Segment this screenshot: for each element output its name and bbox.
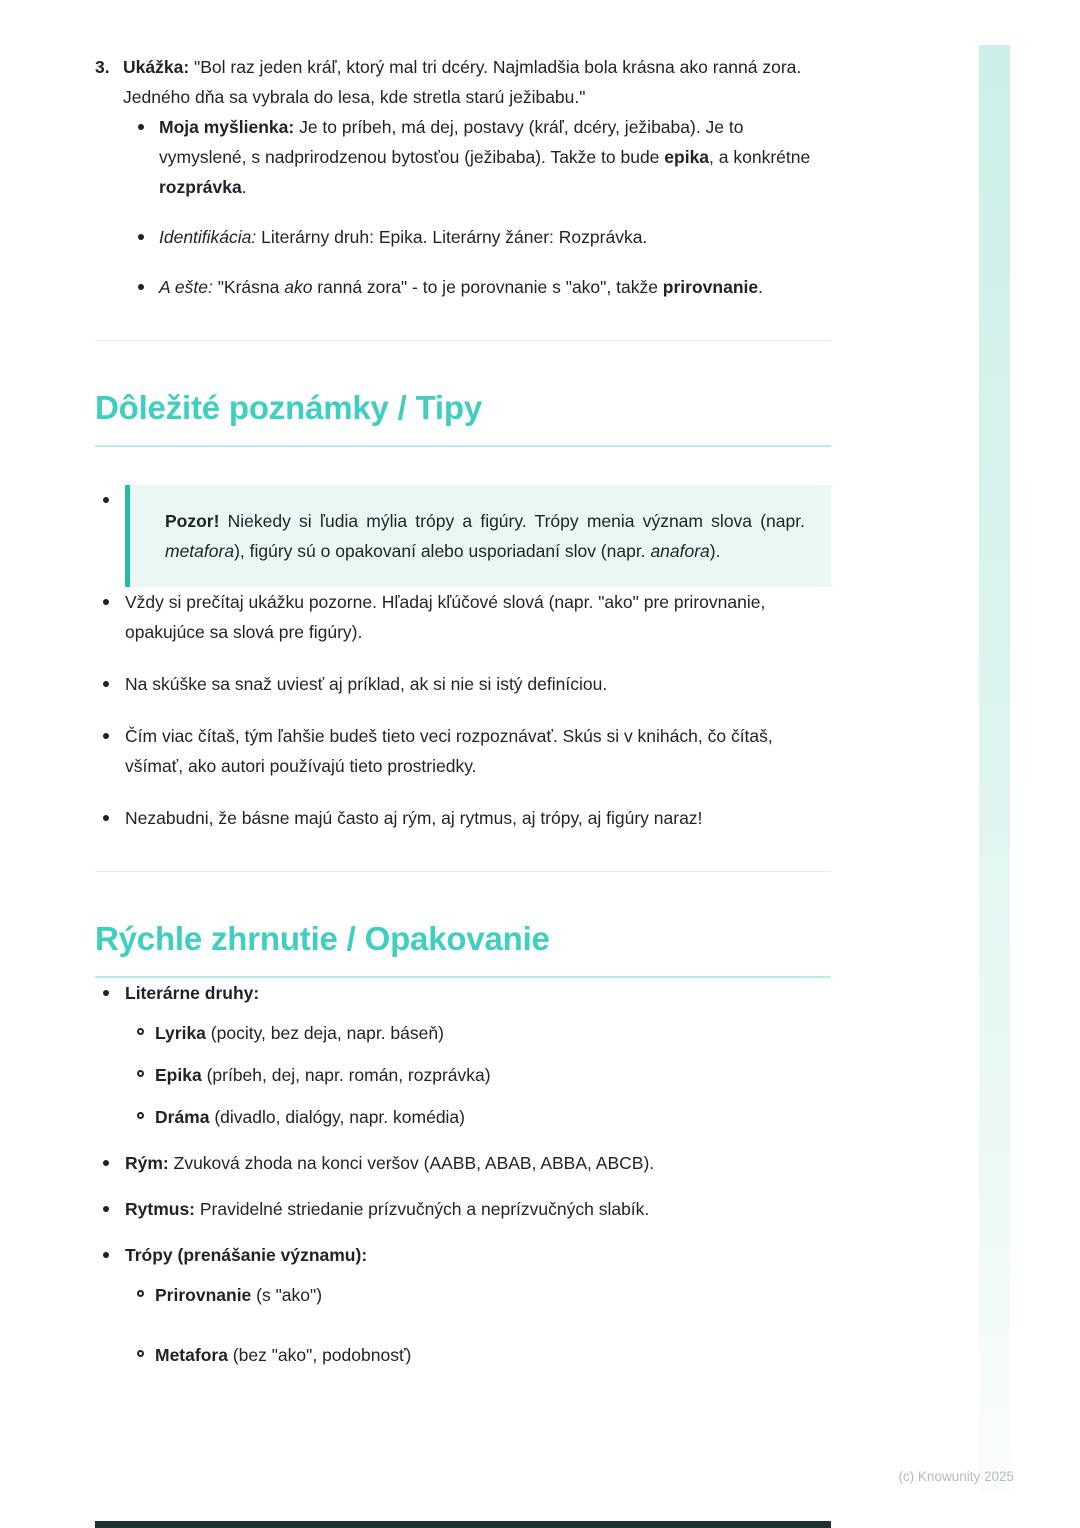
list-item <box>95 1194 831 1224</box>
list-item <box>123 272 831 302</box>
example-text: Ukážka: "Bol raz jeden kráľ, ktorý mal tri dcéry. Najmladšia bola krásna ako ranná zora. Jedného dňa sa vybrala do lesa, kde stretla starú ježibabu." <box>123 57 802 107</box>
list-item <box>95 1148 831 1178</box>
notes-document <box>95 52 831 1370</box>
list-item-body <box>125 978 831 1132</box>
bottom-dark-bar <box>95 1521 831 1528</box>
bullet-icon <box>138 284 144 290</box>
sub-bullet-text: Lyrika (pocity, bez deja, napr. báseň) <box>155 1023 444 1043</box>
bullet-text: Literárne druhy: <box>125 983 260 1003</box>
sub-list-item <box>125 1018 831 1048</box>
bullet-icon <box>103 1252 109 1258</box>
footer-credit: (c) Knowunity 2025 <box>898 1469 1014 1484</box>
bullet-icon <box>103 599 109 605</box>
tips-bullet-list <box>95 587 831 833</box>
sub-bullet-text: Epika (príbeh, dej, napr. román, rozprávka) <box>155 1065 491 1085</box>
sub-list-item <box>125 1102 831 1132</box>
sub-bullet-icon <box>137 1070 144 1077</box>
bullet-icon <box>103 497 109 503</box>
bullet-text: Nezabudni, že básne majú často aj rým, aj rytmus, aj trópy, aj figúry naraz! <box>125 808 703 828</box>
sub-list <box>125 1018 831 1132</box>
bullet-text: Rým: Zvuková zhoda na konci veršov (AABB, ABAB, ABBA, ABCB). <box>125 1153 655 1173</box>
list-item <box>95 721 831 781</box>
summary-list <box>95 978 831 1370</box>
bullet-icon <box>138 234 144 240</box>
sub-list-item <box>125 1280 831 1310</box>
callout-row <box>95 485 831 587</box>
sub-bullet-icon <box>137 1350 144 1357</box>
list-item <box>95 587 831 647</box>
list-item <box>123 222 831 252</box>
sub-bullet-icon <box>137 1290 144 1297</box>
bullet-text: Moja myšlienka: Je to príbeh, má dej, postavy (kráľ, dcéry, ježibaba). Je to vymyslené, s nadprirodzenou bytosťou (ježibaba). Takže to bude epika, a konkrétne rozprávka. <box>159 117 811 197</box>
list-item <box>95 669 831 699</box>
sub-bullet-text: Metafora (bez "ako", podobnosť) <box>155 1345 412 1365</box>
bullet-text: Rytmus: Pravidelné striedanie prízvučných a neprízvučných slabík. <box>125 1199 650 1219</box>
list-item-body <box>125 1240 831 1370</box>
section-divider <box>95 871 831 872</box>
example-item <box>95 52 831 302</box>
bullet-icon <box>103 990 109 996</box>
sub-list <box>125 1280 831 1370</box>
bullet-icon <box>103 1206 109 1212</box>
bullet-text: A ešte: "Krásna ako ranná zora" - to je porovnanie s "ako", takže prirovnanie. <box>159 277 763 297</box>
section-heading-summary: Rýchle zhrnutie / Opakovanie <box>95 920 550 957</box>
bullet-icon <box>103 681 109 687</box>
bullet-icon <box>103 815 109 821</box>
bullet-text: Na skúške sa snaž uviesť aj príklad, ak si nie si istý definíciou. <box>125 674 608 694</box>
sub-bullet-icon <box>137 1028 144 1035</box>
list-item <box>95 1240 831 1370</box>
sub-list-item <box>125 1340 831 1370</box>
list-item <box>95 803 831 833</box>
page-edge-decoration <box>979 45 1010 1492</box>
section-divider <box>95 340 831 341</box>
sub-bullet-text: Dráma (divadlo, dialógy, napr. komédia) <box>155 1107 465 1127</box>
sub-list-item <box>125 1060 831 1090</box>
sub-bullet-text: Prirovnanie (s "ako") <box>155 1285 323 1305</box>
bullet-text: Vždy si prečítaj ukážku pozorne. Hľadaj kľúčové slová (napr. "ako" pre prirovnanie, opakujúce sa slová pre figúry). <box>125 592 766 642</box>
bullet-icon <box>138 124 144 130</box>
section-heading-notes: Dôležité poznámky / Tipy <box>95 389 483 426</box>
callout-text: Pozor! Niekedy si ľudia mýlia trópy a figúry. Trópy menia význam slova (napr. metafora), figúry sú o opakovaní alebo usporiadaní slov (napr. anafora). <box>165 511 805 561</box>
example-item-body <box>123 52 831 302</box>
bullet-icon <box>103 1160 109 1166</box>
bullet-icon <box>103 733 109 739</box>
list-item <box>95 978 831 1132</box>
sub-bullet-icon <box>137 1112 144 1119</box>
callout-box <box>125 485 831 587</box>
bullet-text: Čím viac čítaš, tým ľahšie budeš tieto veci rozpoznávať. Skús si v knihách, čo čítaš, všímať, ako autori používajú tieto prostriedky. <box>125 726 773 776</box>
bullet-text: Trópy (prenášanie významu): <box>125 1245 368 1265</box>
example-bullet-list <box>123 112 831 302</box>
list-item <box>123 112 831 202</box>
item-number: 3. <box>95 57 110 77</box>
heading-underline <box>95 445 831 447</box>
bullet-text: Identifikácia: Literárny druh: Epika. Literárny žáner: Rozprávka. <box>159 227 648 247</box>
